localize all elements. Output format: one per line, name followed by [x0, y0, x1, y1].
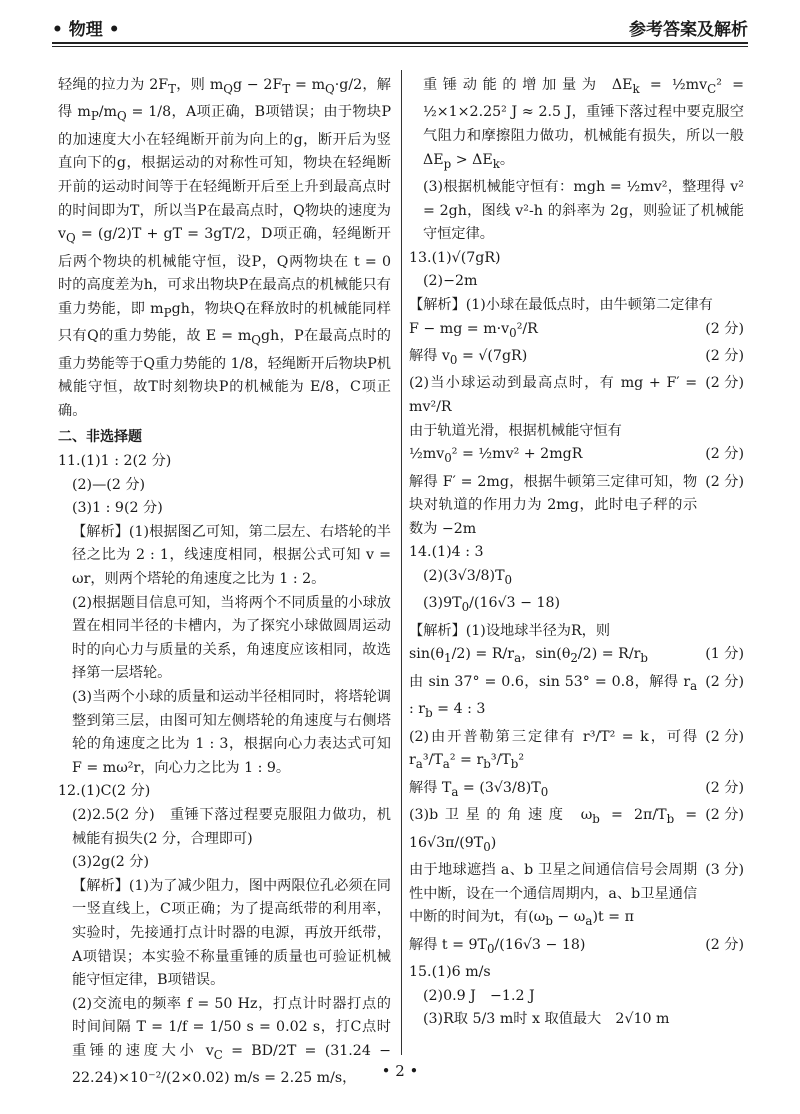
q14-analysis-line: [409, 859, 744, 934]
q14-analysis-line: [409, 934, 744, 961]
section-title: 二、非选择题: [58, 429, 142, 446]
q14-analysis-line: [409, 777, 744, 804]
q14-answer: $(2)(3√3/8)T_0$: [423, 568, 513, 587]
formula-text: 解得 $v_0 = √(7gR)$: [409, 348, 528, 367]
formula-text: $\frac{1}{2}mv_0^2$ = ½mv² + 2mgR: [409, 446, 583, 466]
q14-analysis-line: [409, 804, 744, 859]
q13-analysis-line: 【解析】(1)小球在最低点时，由牛顿第二定律有: [409, 297, 713, 313]
score-mark: (3 分): [705, 862, 744, 878]
q12-analysis: (2)交流电的频率 f = 50 Hz，打点计时器打点的时间间隔 T = 1/f = 1/50 s = 0.02 s，打C点时重锤的速度大小 $v_C = BD/2T = (31.24 - 22.24)\times 10^{-2}/(2\times 0.02) m/s = 2.25$ m/s，: [72, 995, 391, 1087]
formula-text: 解得 $T_a = (3√3/8)T_0$: [409, 779, 549, 799]
score-mark: (2 分): [705, 375, 744, 392]
formula-text: $\sin(\theta_1/2) = R/r_a$，$\sin(\theta_2/2) = R/r_b$: [409, 646, 648, 666]
column-divider: [401, 70, 402, 1055]
q14-analysis-line: [409, 726, 744, 777]
q13-analysis-line: [409, 443, 744, 470]
continued-analysis: 轻绳的拉力为 $2F_T$，则 $m_Qg - 2F_T = m_Q\cdot g/2$，解得 $m_P/m_Q = 1/8$，A项正确，B项错误；由于物块P的加速度大小在轻绳断开前为向上的g，断开后为竖直向下的g，根据运动的对称性可知，物块在轻绳断开前的运动时间等于在轻绳断开后至上升到最高点时的时间即为T，所以当P在最高点时，Q物块的速度为 $v_Q = (g/2)T$ + gT = 3gT/2，D项正确，轻绳断开后两个物块的机械能守恒，设P，Q两物块在 t = 0 时的高度差为h，可求出物块P在最高点的机械能只有重力势能，即 $m_Pgh$，物块Q在释放时的机械能同样只有Q的重力势能，故 $E = m_Qgh$，P在最高点时的重力势能等于Q重力势能的 1/8，轻绳断开后物块P机械能守恒，故T时刻物块P的机械能为 E/8，C项正确。: [58, 77, 391, 419]
q11-analysis: (3)当两个小球的质量和运动半径相同时，将塔轮调整到第三层，由图可知左侧塔轮的角速度与右侧塔轮的角速度之比为 1 : 3，根据向心力表达式可知 F = mω²r，向心力之比为 1 : 9。: [72, 688, 391, 776]
header-rule-thin: [52, 46, 748, 47]
score-mark: (2 分): [705, 936, 744, 953]
score-mark: (2 分): [705, 348, 744, 365]
score-mark: (2 分): [705, 779, 744, 796]
q14-analysis-line: [409, 643, 744, 670]
q12-analysis: 重锤动能的增加量为 $\Delta E_k$ = $\frac{1}{2}mv_C^2$ = ½×1×2.25² J ≈ 2.5 J，重锤下落过程中要克服空气阻力和摩擦阻力做功，机械能有损失，所以一般 $\Delta E_p > \Delta E_k$。: [423, 77, 744, 171]
score-mark: (2 分): [705, 320, 744, 337]
formula-text: 由 sin 37° = 0.6，sin 53° = 0.8，解得 $r_a$ : $r_b = 4$ : 3: [409, 673, 698, 721]
q15-answer: (3)R取 5/3 m时 x 取值最大 2√10 m: [423, 1011, 670, 1028]
subject-label: • 物理 •: [52, 20, 120, 40]
q13-analysis-line: 由于轨道光滑，根据机械能守恒有: [409, 422, 622, 439]
q12-answer: (3)2g(2 分): [72, 854, 149, 871]
q11-answer: (2)—(2 分): [72, 476, 146, 493]
q12-analysis: (3)根据机械能守恒有：mgh = ½mv²，整理得 v² = 2gh，图线 v²-h 的斜率为 2g，则验证了机械能守恒定律。: [423, 179, 744, 243]
q13-analysis-line: [409, 471, 744, 542]
formula-text: (2)由开普勒第三定律有 r³/T² = k，可得 $r_a^3/T_a^2 = r_b^3/T_b^2$: [409, 728, 698, 772]
right-column: [409, 74, 744, 1032]
q11-answer: (3)1 : 9(2 分): [72, 500, 163, 517]
q14-answer: 14.(1)4 : 3: [409, 544, 484, 561]
page-header: [52, 10, 748, 40]
q11-analysis: (2)根据题目信息可知，当将两个不同质量的小球放置在相同半径的卡槽内，为了探究小球做圆周运动时的向心力与质量的关系，角速度应该相同，故选择第一层塔轮。: [72, 594, 391, 682]
q14-analysis-line: 【解析】(1)设地球半径为R，则: [409, 622, 611, 639]
formula-text: 解得 $t = 9T_0/(16√3 - 18)$: [409, 936, 586, 956]
q12-analysis: 【解析】(1)为了减少阻力，图中两限位孔必须在同一竖直线上，C项正确；为了提高纸带的利用率，实验时，先接通打点计时器的电源，再放开纸带，A项错误；本实验不称量重锤的质量也可验证机械能守恒定律，B项错误。: [72, 877, 391, 989]
q13-answer: (2)−2m: [423, 273, 478, 290]
q11-answer: 11.(1)1 : 2(2 分): [58, 453, 172, 470]
q13-analysis-line: [409, 372, 744, 419]
q13-analysis-line: [409, 345, 744, 372]
score-mark: (1 分): [705, 646, 744, 663]
q13-answer: 13.(1)√(7gR): [409, 249, 501, 266]
q13-analysis-line: [409, 318, 744, 345]
section-label: 参考答案及解析: [629, 20, 748, 40]
q12-answer: (2)2.5(2 分) 重锤下落过程要克服阻力做功，机械能有损失(2 分，合理即可): [72, 806, 391, 847]
left-column: [58, 74, 391, 1091]
q14-answer: $(3)9T_0/(16√3 - 18)$: [423, 595, 561, 615]
score-mark: (2 分): [705, 728, 744, 745]
q14-analysis-line: [409, 671, 744, 726]
q11-analysis: 【解析】(1)根据图乙可知，第二层左、右塔轮的半径之比为 2 : 1，线速度相同，根据公式可知 v = ωr，则两个塔轮的角速度之比为 1 : 2。: [72, 523, 391, 588]
formula-text: F − mg = $m\cdot v_0^2/R$: [409, 320, 538, 340]
formula-text: 由于地球遮挡 a、b 卫星之间通信信号会周期性中断，设在一个通信周期内，a、b卫星通信中断的时间为t，有$(\omega_b - \omega_a)t = \pi$: [409, 862, 698, 929]
score-mark: (2 分): [705, 446, 744, 463]
page-number: • 2 •: [381, 1062, 419, 1080]
formula-text: (3)b卫星的角速度 $\omega_b = 2\pi/T_b = 16√3\pi/(9T_0)$: [409, 807, 698, 854]
formula-text: (2)当小球运动到最高点时，有 mg + F′ = mv²/R: [409, 375, 698, 416]
q15-answer: (2)0.9 J −1.2 J: [423, 987, 535, 1004]
q12-answer: 12.(1)C(2 分): [58, 783, 151, 800]
header-rule: [52, 42, 748, 44]
formula-text: 解得 F′ = 2mg，根据牛顿第三定律可知，物块对轨道的作用力为 2mg，此时电子秤的示数为 −2m: [409, 473, 698, 537]
q15-answer: 15.(1)6 m/s: [409, 964, 491, 981]
score-mark: (2 分): [705, 673, 744, 690]
score-mark: (2 分): [705, 807, 744, 824]
score-mark: (2 分): [705, 473, 744, 490]
